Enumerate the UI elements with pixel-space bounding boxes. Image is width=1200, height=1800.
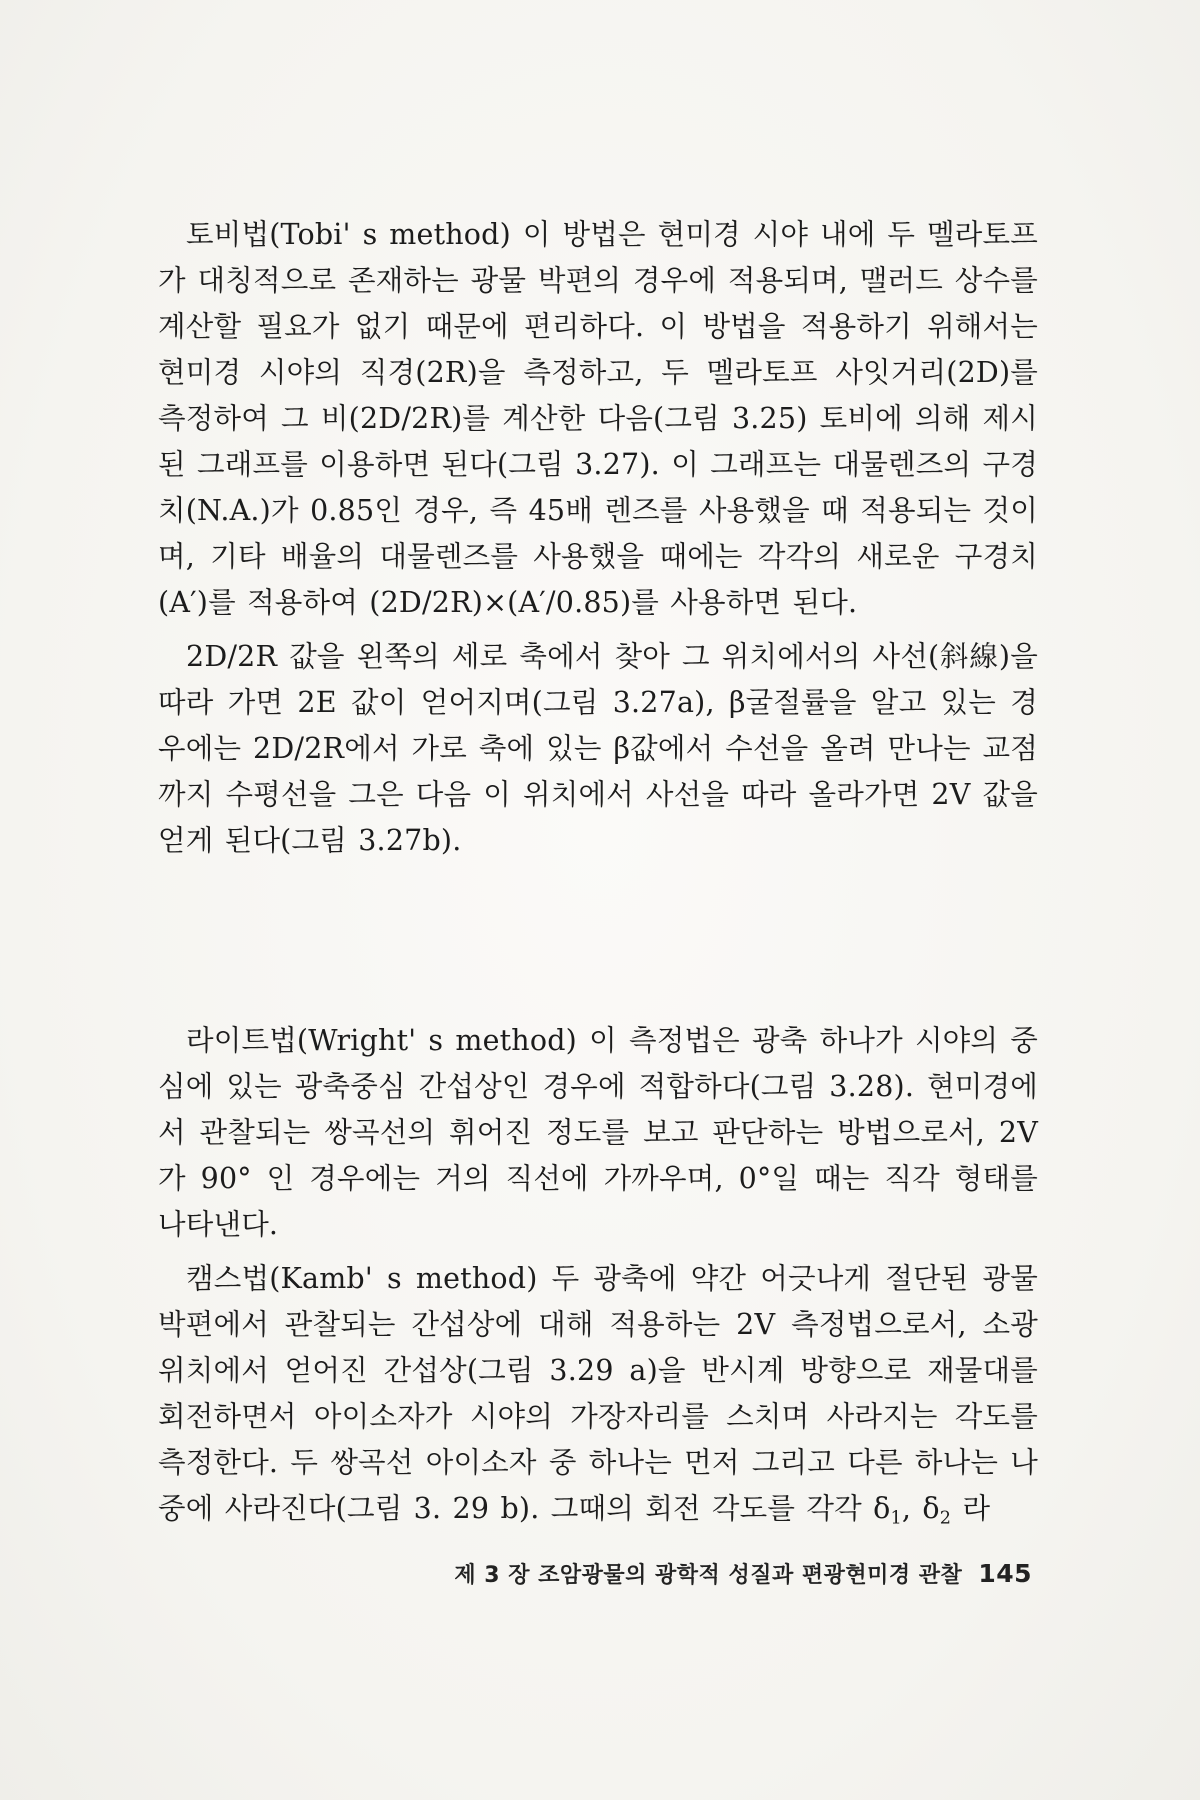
kamb-text: 캠스법(Kamb' s method) 두 광축에 약간 어긋나게 절단된 광물 박편에서 관찰되는 간섭상에 대해 적용하는 2V 측정법으로서, 소광 위치에서 얻어진 간섭상(그림 3.29 a)을 반시계 방향으로 재물대를 회전하면서 아이소자가 시야의 가장자리를 스치며 사라지는 각도를 측정한다. 두 쌍곡선 아이소자 중 하나는 먼저 그리고 다른 하나는 나중에 사라진다(그림 3. 29 b). 그때의 회전 각도를 각각 δ [158,1262,1038,1525]
kamb-tail: 라 [951,1492,991,1525]
delta1-subscript: 1 [890,1508,902,1529]
kamb-paragraph [158,1256,1038,1541]
tobi-paragraph-1: 토비법(Tobi' s method) 이 방법은 현미경 시야 내에 두 멜라토프가 대칭적으로 존재하는 광물 박편의 경우에 적용되며, 맬러드 상수를 계산할 필요가 없기 때문에 편리하다. 이 방법을 적용하기 위해서는 현미경 시야의 직경(2R)을 측정하고, 두 멜라토프 사잇거리(2D)를 측정하여 그 비(2D/2R)를 계산한 다음(그림 3.25) 토비에 의해 제시된 그래프를 이용하면 된다(그림 3.27). 이 그래프는 대물렌즈의 구경치(N.A.)가 0.85인 경우, 즉 45배 렌즈를 사용했을 때 적용되는 것이며, 기타 배율의 대물렌즈를 사용했을 때에는 각각의 새로운 구경치(A′)를 적용하여 (2D/2R)×(A′/0.85)를 사용하면 된다. [158,218,1038,619]
tobi-method-section [158,212,1038,872]
wright-kamb-section [158,1018,1038,1549]
tobi-paragraph-2: 2D/2R 값을 왼쪽의 세로 축에서 찾아 그 위치에서의 사선(斜線)을 따라 가면 2E 값이 얻어지며(그림 3.27a), β굴절률을 알고 있는 경우에는 2D/2R에서 가로 축에 있는 β값에서 수선을 올려 만나는 교점까지 수평선을 그은 다음 이 위치에서 사선을 따라 올라가면 2V 값을 얻게 된다(그림 3.27b). [158,640,1038,857]
chapter-title: 제 3 장 조암광물의 광학적 성질과 편광현미경 관찰 [454,1563,963,1588]
running-footer [454,1558,1032,1589]
delta2-subscript: 2 [939,1508,952,1529]
wright-paragraph: 라이트법(Wright' s method) 이 측정법은 광축 하나가 시야의 중심에 있는 광축중심 간섭상인 경우에 적합하다(그림 3.28). 현미경에서 관찰되는 쌍곡선의 휘어진 정도를 보고 판단하는 방법으로서, 2V가 90° 인 경우에는 거의 직선에 가까우며, 0°일 때는 직각 형태를 나타낸다. [158,1024,1038,1241]
kamb-mid: , δ [901,1492,940,1525]
page-number: 145 [978,1559,1032,1588]
